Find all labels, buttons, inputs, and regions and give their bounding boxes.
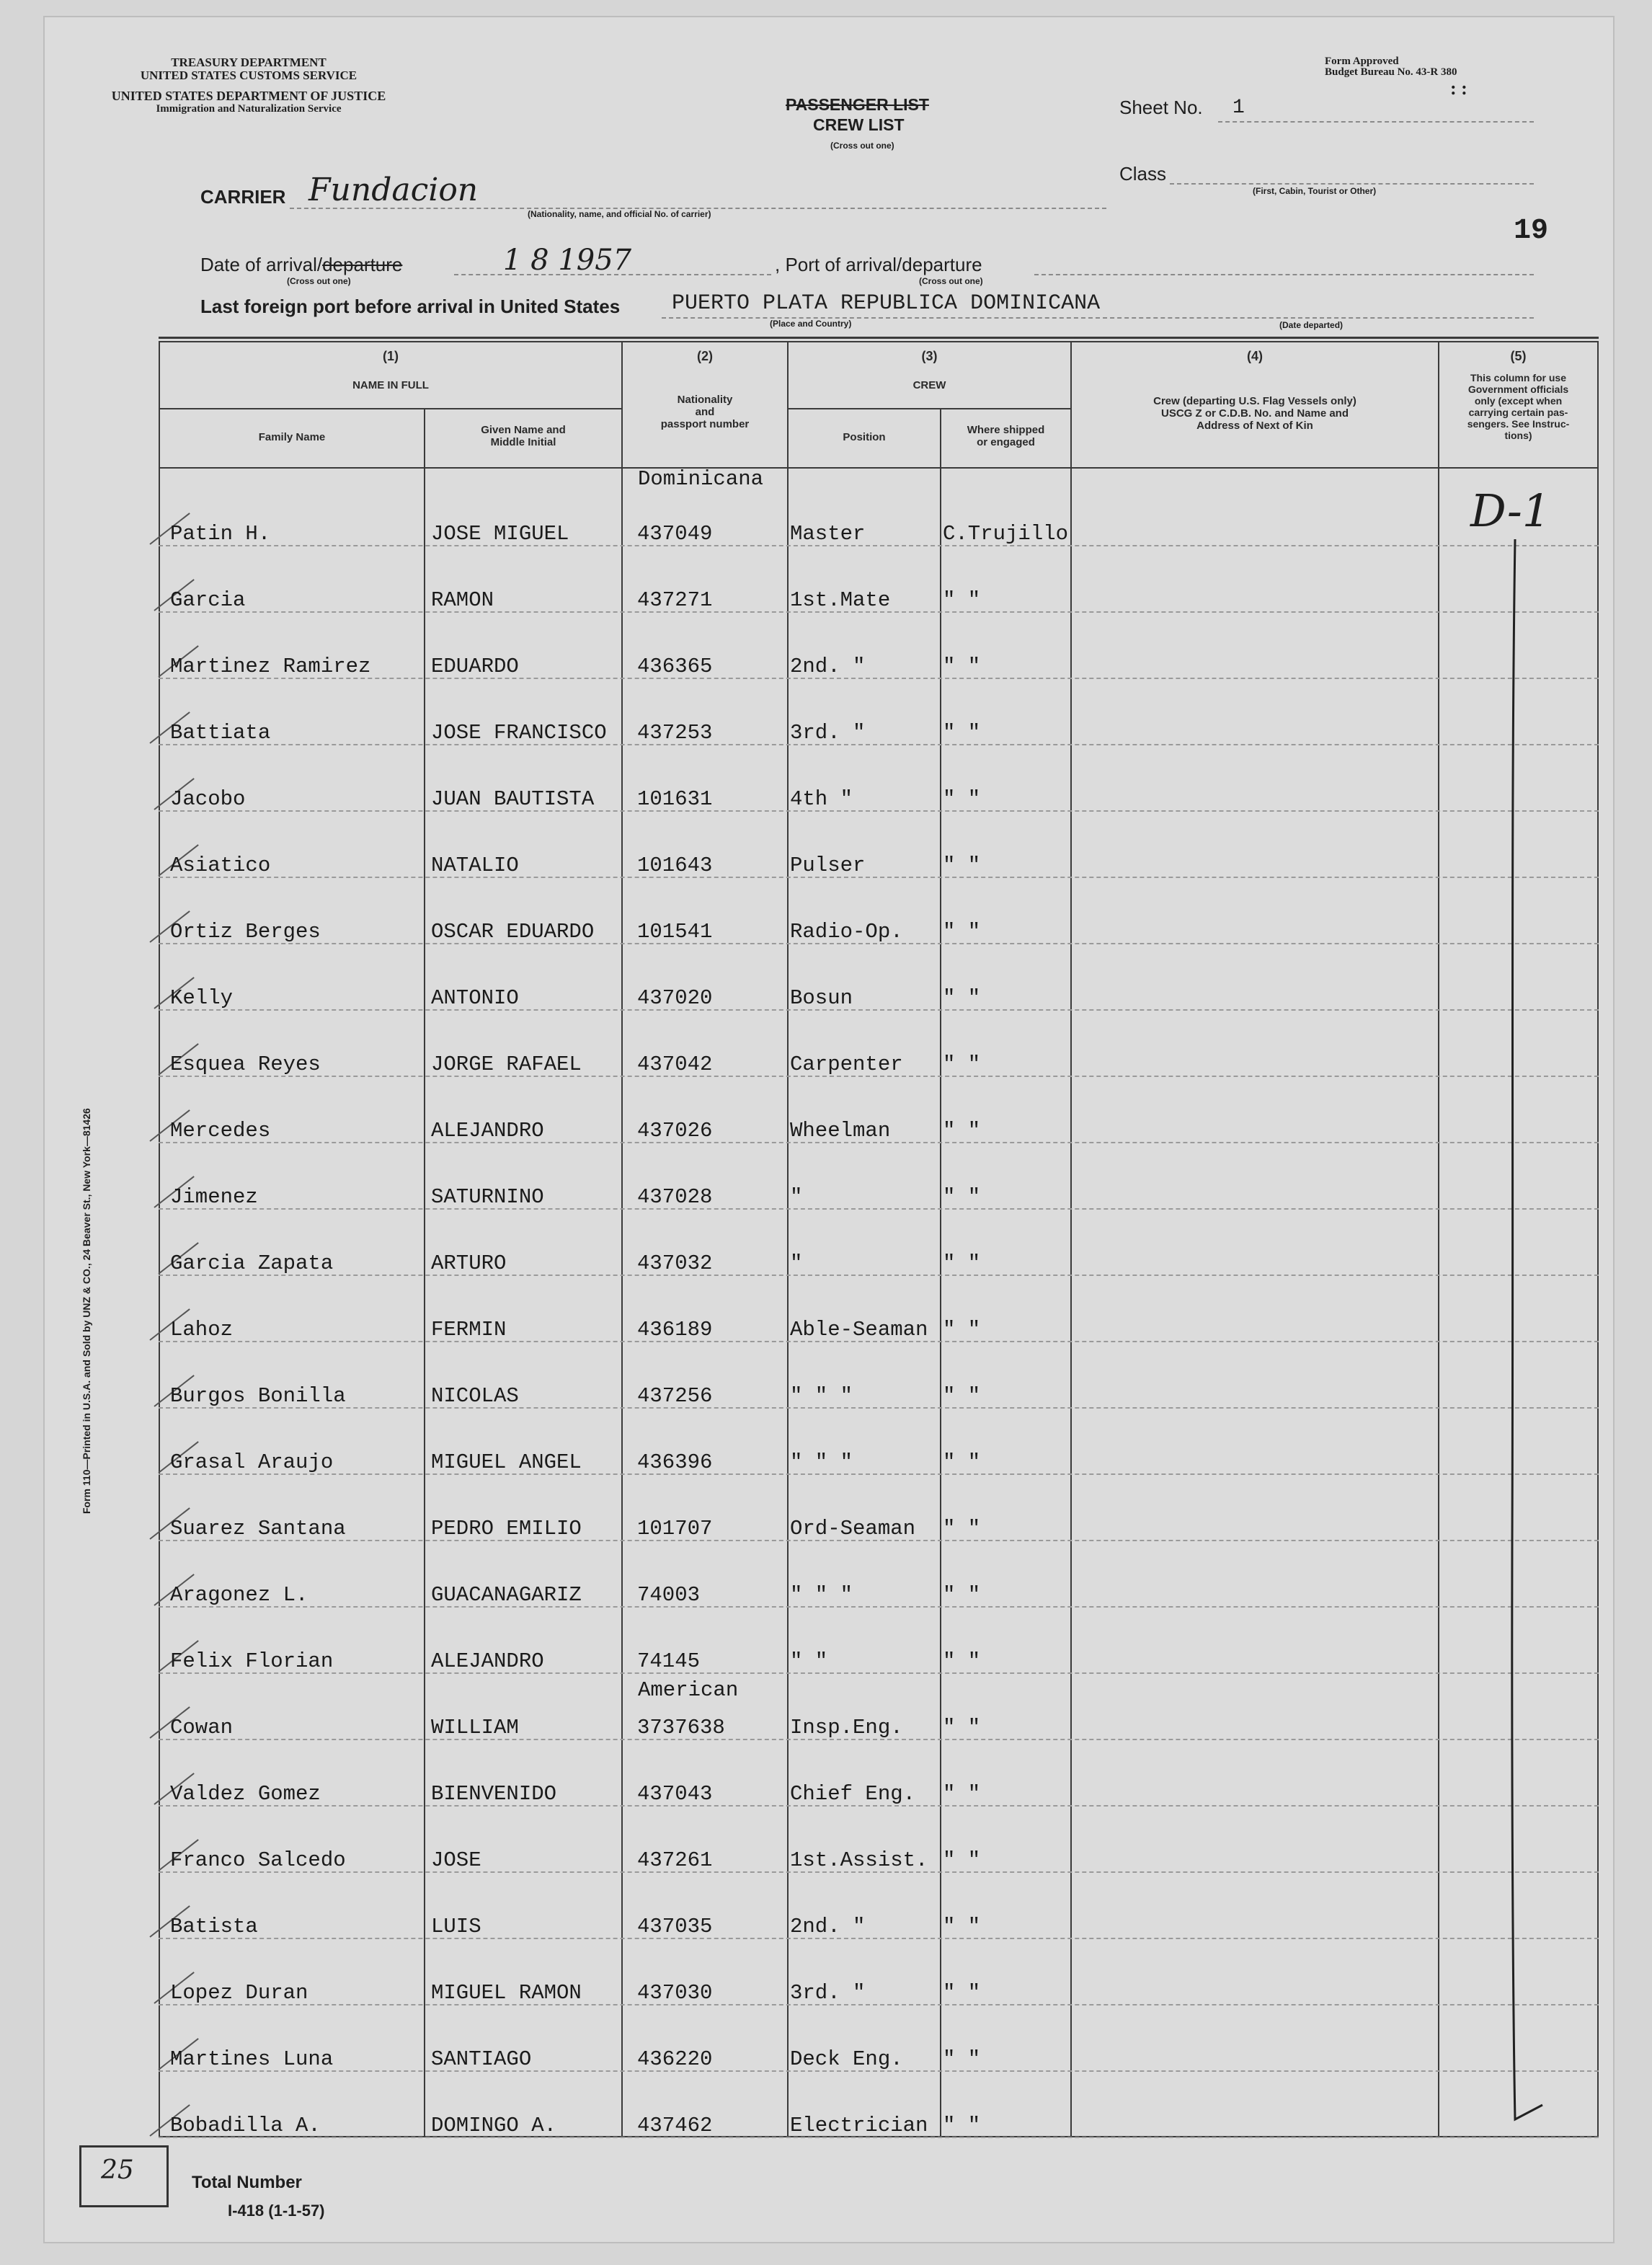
carrier-hint: (Nationality, name, and official No. of carrier): [528, 209, 711, 219]
agency-line: TREASURY DEPARTMENT: [171, 56, 327, 69]
given-name-cell: ALEJANDRO: [431, 1649, 544, 1673]
passport-number-cell: 436365: [637, 655, 713, 678]
class-hint: (First, Cabin, Tourist or Other): [1253, 186, 1377, 196]
shipped-cell: C.Trujillo: [943, 522, 1069, 546]
passport-number-cell: 437026: [637, 1119, 713, 1143]
shipped-cell: " ": [943, 1450, 981, 1474]
family-name-cell: Jacobo: [170, 787, 246, 811]
agency-line: UNITED STATES CUSTOMS SERVICE: [140, 68, 358, 82]
place-hint: (Place and Country): [770, 319, 852, 329]
position-cell: Ord-Seaman: [790, 1517, 916, 1541]
given-name-cell: NICOLAS: [431, 1384, 519, 1408]
passport-number-cell: 437043: [637, 1782, 713, 1806]
shipped-cell: " ": [943, 1384, 981, 1408]
passport-number-cell: 101643: [637, 854, 713, 877]
official-use-header: This column for use Government officials only (except when carrying certain pas- sengers. See Instruc- tions): [1467, 372, 1570, 441]
punch-mark: : :: [1450, 78, 1467, 99]
row-divider: [159, 545, 1599, 546]
date-label: [200, 254, 402, 276]
given-name-cell: MIGUEL ANGEL: [431, 1450, 582, 1474]
family-name-cell: Cowan: [170, 1716, 234, 1739]
nationality-note: American: [638, 1678, 739, 1702]
given-name-cell: NATALIO: [431, 854, 519, 877]
given-name-cell: ANTONIO: [431, 986, 519, 1010]
passport-number-cell: 437462: [637, 2114, 713, 2137]
shipped-cell: " ": [943, 920, 981, 944]
row-divider: [159, 1938, 1599, 1939]
port-hint: (Cross out one): [919, 276, 983, 286]
shipped-cell: " ": [943, 2114, 981, 2137]
last-port-value: PUERTO PLATA REPUBLICA DOMINICANA: [672, 291, 1101, 316]
position-cell: ": [790, 1251, 803, 1275]
row-divider: [159, 877, 1599, 878]
position-cell: Bosun: [790, 986, 853, 1010]
position-cell: Able-Seaman: [790, 1318, 928, 1342]
col2-number: (2): [697, 349, 713, 363]
family-name-cell: Aragonez L.: [170, 1583, 308, 1607]
passport-number-cell: 436396: [637, 1450, 713, 1474]
shipped-cell: " ": [943, 1981, 981, 2005]
row-divider: [159, 810, 1599, 812]
position-cell: Deck Eng.: [790, 2047, 903, 2071]
col4-number: (4): [1247, 349, 1263, 363]
passport-number-cell: 437261: [637, 1848, 713, 1872]
position-cell: ": [790, 1185, 803, 1209]
position-cell: 1st.Mate: [790, 588, 891, 612]
official-bracket-line: [1442, 533, 1564, 2141]
given-name-cell: SATURNINO: [431, 1185, 544, 1209]
row-divider: [159, 1009, 1599, 1011]
crew-header: CREW: [912, 379, 946, 391]
position-cell: Chief Eng.: [790, 1782, 916, 1806]
shipped-cell: " ": [943, 1517, 981, 1541]
family-name-cell: Bobadilla A.: [170, 2114, 321, 2137]
family-name-header: Family Name: [258, 431, 326, 443]
family-name-cell: Burgos Bonilla: [170, 1384, 346, 1408]
given-name-cell: DOMINGO A.: [431, 2114, 557, 2137]
last-port-label: Last foreign port before arrival in United States: [200, 296, 621, 317]
family-name-cell: Garcia: [170, 588, 246, 612]
date-value: 1 8 1957: [503, 244, 632, 277]
position-cell: " " ": [790, 1583, 853, 1607]
shipped-cell: " ": [943, 854, 981, 877]
shipped-cell: " ": [943, 1848, 981, 1872]
shipped-cell: " ": [943, 1782, 981, 1806]
total-number: 25: [101, 2155, 134, 2185]
position-cell: " " ": [790, 1450, 853, 1474]
shipped-cell: " ": [943, 1318, 981, 1342]
given-name-cell: WILLIAM: [431, 1716, 519, 1739]
shipped-cell: " ": [943, 1185, 981, 1209]
passport-number-cell: 101707: [637, 1517, 713, 1541]
passport-number-cell: 437028: [637, 1185, 713, 1209]
nationality-note: Dominicana: [638, 467, 764, 491]
family-name-cell: Asiatico: [170, 854, 271, 877]
position-cell: " " ": [790, 1384, 853, 1408]
shipped-cell: " ": [943, 655, 981, 678]
nationality-header: Nationality and passport number: [660, 394, 750, 430]
row-divider: [159, 1407, 1599, 1409]
family-name-cell: Battiata: [170, 721, 271, 745]
page-number: 19: [1514, 215, 1549, 247]
date-departed-hint: (Date departed): [1279, 320, 1344, 330]
given-name-cell: BIENVENIDO: [431, 1782, 557, 1806]
agency-block: [79, 56, 418, 115]
shipped-cell: " ": [943, 1583, 981, 1607]
date-hint: (Cross out one): [287, 276, 351, 286]
passport-number-cell: 436220: [637, 2047, 713, 2071]
date-label-arrival: Date of arrival/: [200, 254, 323, 275]
given-name-cell: FERMIN: [431, 1318, 507, 1342]
position-cell: Electrician: [790, 2114, 928, 2137]
position-cell: Insp.Eng.: [790, 1716, 903, 1739]
passport-number-cell: 437020: [637, 986, 713, 1010]
given-name-cell: GUACANAGARIZ: [431, 1583, 582, 1607]
row-divider: [159, 1606, 1599, 1608]
family-name-cell: Suarez Santana: [170, 1517, 346, 1541]
agency-line: UNITED STATES DEPARTMENT OF JUSTICE: [111, 89, 386, 103]
sheet-label: Sheet No.: [1119, 97, 1203, 118]
position-cell: Carpenter: [790, 1052, 903, 1076]
shipped-cell: " ": [943, 1251, 981, 1275]
position-cell: 1st.Assist.: [790, 1848, 928, 1872]
row-divider: [159, 1672, 1599, 1674]
passport-number-cell: 436189: [637, 1318, 713, 1342]
position-cell: 2nd. ": [790, 655, 866, 678]
given-name-cell: OSCAR EDUARDO: [431, 920, 595, 944]
passport-number-cell: 101631: [637, 787, 713, 811]
position-cell: 2nd. ": [790, 1915, 866, 1938]
passport-number-cell: 74145: [637, 1649, 701, 1673]
form-code: I-418 (1-1-57): [228, 2202, 325, 2220]
sheet-number: 1: [1233, 97, 1245, 119]
row-divider: [159, 744, 1599, 745]
shipped-cell: " ": [943, 1052, 981, 1076]
passport-number-cell: 437030: [637, 1981, 713, 2005]
family-name-cell: Valdez Gomez: [170, 1782, 321, 1806]
position-cell: " ": [790, 1649, 828, 1673]
passport-number-cell: 437256: [637, 1384, 713, 1408]
agency-line: Immigration and Naturalization Service: [156, 103, 342, 115]
given-name-cell: LUIS: [431, 1915, 481, 1938]
given-name-cell: JOSE FRANCISCO: [431, 721, 607, 745]
row-divider: [159, 1275, 1599, 1276]
family-name-cell: Mercedes: [170, 1119, 271, 1143]
shipped-cell: " ": [943, 2047, 981, 2071]
table-top-rule: [159, 337, 1599, 339]
header-bottom-rule: [159, 467, 1599, 469]
cross-out-hint: (Cross out one): [830, 141, 894, 151]
class-label: Class: [1119, 163, 1167, 185]
given-name-cell: JORGE RAFAEL: [431, 1052, 582, 1076]
passport-number-cell: 437271: [637, 588, 713, 612]
shipped-cell: " ": [943, 1119, 981, 1143]
family-name-cell: Garcia Zapata: [170, 1251, 334, 1275]
row-divider: [159, 2004, 1599, 2005]
given-name-cell: MIGUEL RAMON: [431, 1981, 582, 2005]
printer-imprint: Form 110—Printed in U.S.A. and Sold by UNZ & CO., 24 Beaver St., New York—81426: [81, 1108, 92, 1514]
passport-number-cell: 101541: [637, 920, 713, 944]
shipped-cell: " ": [943, 721, 981, 745]
given-name-cell: EDUARDO: [431, 655, 519, 678]
given-name-cell: JUAN BAUTISTA: [431, 787, 595, 811]
position-cell: Pulser: [790, 854, 866, 877]
shipped-cell: " ": [943, 986, 981, 1010]
passenger-list-label: PASSENGER LIST: [786, 95, 929, 114]
position-cell: Radio-Op.: [790, 920, 903, 944]
shipped-cell: " ": [943, 787, 981, 811]
date-label-departure: departure: [322, 254, 403, 275]
family-name-cell: Jimenez: [170, 1185, 258, 1209]
family-name-cell: Patin H.: [170, 522, 271, 546]
family-name-cell: Ortiz Berges: [170, 920, 321, 944]
passport-number-cell: 74003: [637, 1583, 701, 1607]
passport-number-cell: 437035: [637, 1915, 713, 1938]
given-name-cell: RAMON: [431, 588, 494, 612]
col1-number: (1): [383, 349, 399, 363]
position-cell: 4th ": [790, 787, 853, 811]
family-name-cell: Lopez Duran: [170, 1981, 308, 2005]
family-name-cell: Lahoz: [170, 1318, 234, 1342]
given-name-cell: ALEJANDRO: [431, 1119, 544, 1143]
family-name-cell: Esquea Reyes: [170, 1052, 321, 1076]
col3-number: (3): [921, 349, 938, 363]
passport-number-cell: 437032: [637, 1251, 713, 1275]
passport-number-cell: 437042: [637, 1052, 713, 1076]
given-name-cell: JOSE MIGUEL: [431, 522, 569, 546]
position-cell: 3rd. ": [790, 721, 866, 745]
passport-number-cell: 3737638: [637, 1716, 725, 1739]
given-name-cell: SANTIAGO: [431, 2047, 532, 2071]
carrier-label: CARRIER: [200, 186, 286, 208]
shipped-header: Where shipped or engaged: [967, 424, 1045, 448]
shipped-cell: " ": [943, 588, 981, 612]
carrier-value: Fundacion: [308, 172, 479, 208]
form-approved: Form Approved: [1325, 56, 1399, 67]
given-name-header: Given Name and Middle Initial: [481, 424, 566, 448]
total-label: Total Number: [192, 2173, 302, 2192]
position-header: Position: [843, 431, 886, 443]
given-name-cell: PEDRO EMILIO: [431, 1517, 582, 1541]
budget-bureau: Budget Bureau No. 43-R 380: [1325, 66, 1457, 78]
official-annotation: D-1: [1470, 484, 1551, 537]
col5-number: (5): [1510, 349, 1527, 363]
port-label: , Port of arrival/departure: [775, 254, 982, 275]
passport-number-cell: 437049: [637, 522, 713, 546]
given-name-cell: ARTURO: [431, 1251, 507, 1275]
next-of-kin-header: Crew (departing U.S. Flag Vessels only) USCG Z or C.D.B. No. and Name and Address of Next of Kin: [1153, 395, 1356, 432]
passport-number-cell: 437253: [637, 721, 713, 745]
family-name-cell: Kelly: [170, 986, 234, 1010]
family-name-cell: Franco Salcedo: [170, 1848, 346, 1872]
col1-title: NAME IN FULL: [352, 379, 429, 391]
family-name-cell: Grasal Araujo: [170, 1450, 334, 1474]
position-cell: Wheelman: [790, 1119, 891, 1143]
family-name-cell: Martinez Ramirez: [170, 655, 371, 678]
row-divider: [159, 1473, 1599, 1475]
family-name-cell: Martines Luna: [170, 2047, 334, 2071]
shipped-cell: " ": [943, 1649, 981, 1673]
given-name-cell: JOSE: [431, 1848, 481, 1872]
family-name-cell: Felix Florian: [170, 1649, 334, 1673]
row-divider: [159, 1208, 1599, 1210]
shipped-cell: " ": [943, 1716, 981, 1739]
family-name-cell: Batista: [170, 1915, 258, 1938]
row-divider: [159, 678, 1599, 679]
shipped-cell: " ": [943, 1915, 981, 1938]
position-cell: 3rd. ": [790, 1981, 866, 2005]
position-cell: Master: [790, 522, 866, 546]
crew-list-label: CREW LIST: [813, 115, 905, 134]
